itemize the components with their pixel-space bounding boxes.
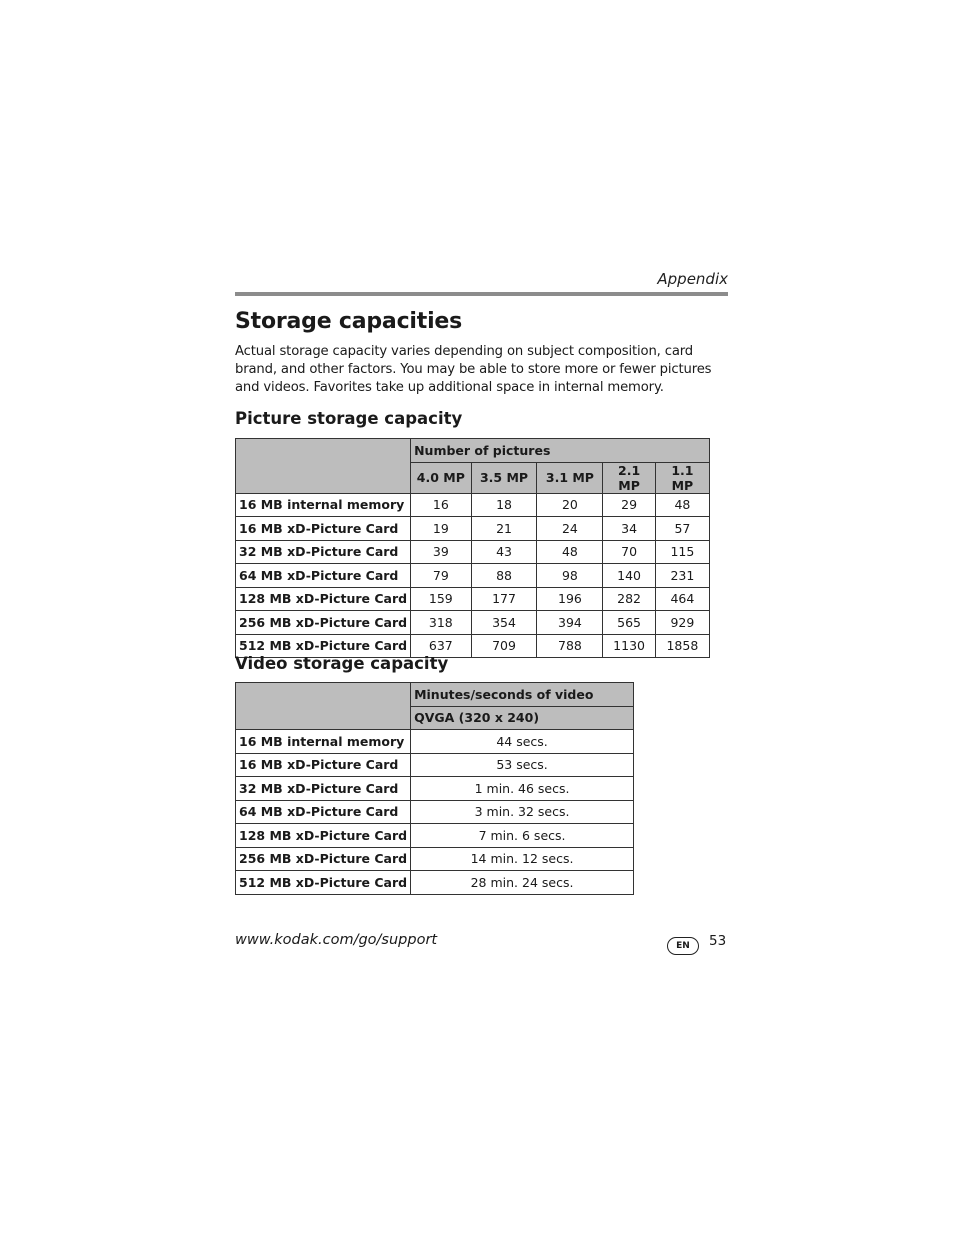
language-badge: EN — [667, 937, 699, 955]
intro-paragraph: Actual storage capacity varies depending on subject composition, card brand, and other factors. You may be able to store more or fewer pictures and videos. Favorites take up additional space in internal memory. — [235, 344, 712, 395]
table-cell: 464 — [655, 587, 709, 611]
table-cell: 7 min. 6 secs. — [411, 824, 634, 848]
support-url: www.kodak.com/go/support — [235, 932, 438, 948]
table-cell: 1 min. 46 secs. — [411, 777, 634, 801]
table-cell: 637 — [411, 634, 472, 658]
column-header: 3.1 MP — [537, 462, 603, 493]
table-row — [236, 493, 710, 517]
table-cell: 140 — [603, 564, 655, 588]
table-cell: 48 — [655, 493, 709, 517]
picture-section-heading: Picture storage capacity — [235, 409, 463, 428]
table-cell: 88 — [471, 564, 537, 588]
table-cell: 565 — [603, 611, 655, 635]
picture-capacity-table — [235, 438, 710, 658]
column-header: 2.1 MP — [603, 462, 655, 493]
page-title: Storage capacities — [235, 309, 463, 334]
row-label: 16 MB internal memory — [236, 730, 411, 754]
table-cell: 79 — [411, 564, 472, 588]
table-cell: 354 — [471, 611, 537, 635]
column-header: 1.1 MP — [655, 462, 709, 493]
table-cell: 14 min. 12 secs. — [411, 847, 634, 871]
table-row — [236, 777, 634, 801]
table-cell: 43 — [471, 540, 537, 564]
table-row — [236, 871, 634, 895]
table-cell: 44 secs. — [411, 730, 634, 754]
table-row — [236, 800, 634, 824]
table-row — [236, 730, 634, 754]
table-row — [236, 753, 634, 777]
table-cell: 28 min. 24 secs. — [411, 871, 634, 895]
table-row — [236, 824, 634, 848]
column-group-header: Minutes/seconds of video — [411, 683, 634, 707]
table-cell: 70 — [603, 540, 655, 564]
table-row — [236, 587, 710, 611]
table-cell: 24 — [537, 517, 603, 541]
table-cell: 34 — [603, 517, 655, 541]
table-cell: 29 — [603, 493, 655, 517]
table-corner-cell — [236, 683, 411, 730]
table-cell: 159 — [411, 587, 472, 611]
table-cell: 318 — [411, 611, 472, 635]
table-cell: 20 — [537, 493, 603, 517]
table-cell: 709 — [471, 634, 537, 658]
table-row — [236, 540, 710, 564]
row-label: 64 MB xD-Picture Card — [236, 800, 411, 824]
table-row — [236, 847, 634, 871]
row-label: 256 MB xD-Picture Card — [236, 847, 411, 871]
table-cell: 115 — [655, 540, 709, 564]
column-header: 3.5 MP — [471, 462, 537, 493]
header-rule — [235, 292, 728, 296]
row-label: 16 MB internal memory — [236, 493, 411, 517]
row-label: 16 MB xD-Picture Card — [236, 517, 411, 541]
table-cell: 282 — [603, 587, 655, 611]
column-header: 4.0 MP — [411, 462, 472, 493]
table-cell: 57 — [655, 517, 709, 541]
table-cell: 19 — [411, 517, 472, 541]
table-cell: 394 — [537, 611, 603, 635]
row-label: 256 MB xD-Picture Card — [236, 611, 411, 635]
section-label: Appendix — [657, 270, 728, 288]
page-number: 53 — [709, 933, 727, 949]
row-label: 32 MB xD-Picture Card — [236, 540, 411, 564]
table-cell: 1130 — [603, 634, 655, 658]
table-cell: 48 — [537, 540, 603, 564]
table-cell: 18 — [471, 493, 537, 517]
table-cell: 196 — [537, 587, 603, 611]
row-label: 128 MB xD-Picture Card — [236, 587, 411, 611]
table-cell: 53 secs. — [411, 753, 634, 777]
row-label: 64 MB xD-Picture Card — [236, 564, 411, 588]
row-label: 128 MB xD-Picture Card — [236, 824, 411, 848]
table-row — [236, 564, 710, 588]
table-cell: 1858 — [655, 634, 709, 658]
row-label: 512 MB xD-Picture Card — [236, 634, 411, 658]
video-section-heading: Video storage capacity — [235, 654, 449, 673]
table-cell: 788 — [537, 634, 603, 658]
table-cell: 929 — [655, 611, 709, 635]
table-cell: 177 — [471, 587, 537, 611]
table-cell: 16 — [411, 493, 472, 517]
column-group-header: Number of pictures — [411, 439, 710, 463]
table-cell: 39 — [411, 540, 472, 564]
table-cell: 98 — [537, 564, 603, 588]
row-label: 16 MB xD-Picture Card — [236, 753, 411, 777]
row-label: 512 MB xD-Picture Card — [236, 871, 411, 895]
video-capacity-table — [235, 682, 634, 895]
column-header: QVGA (320 x 240) — [411, 706, 634, 730]
table-cell: 231 — [655, 564, 709, 588]
table-row — [236, 611, 710, 635]
table-row — [236, 517, 710, 541]
row-label: 32 MB xD-Picture Card — [236, 777, 411, 801]
table-corner-cell — [236, 439, 411, 494]
table-cell: 21 — [471, 517, 537, 541]
table-cell: 3 min. 32 secs. — [411, 800, 634, 824]
